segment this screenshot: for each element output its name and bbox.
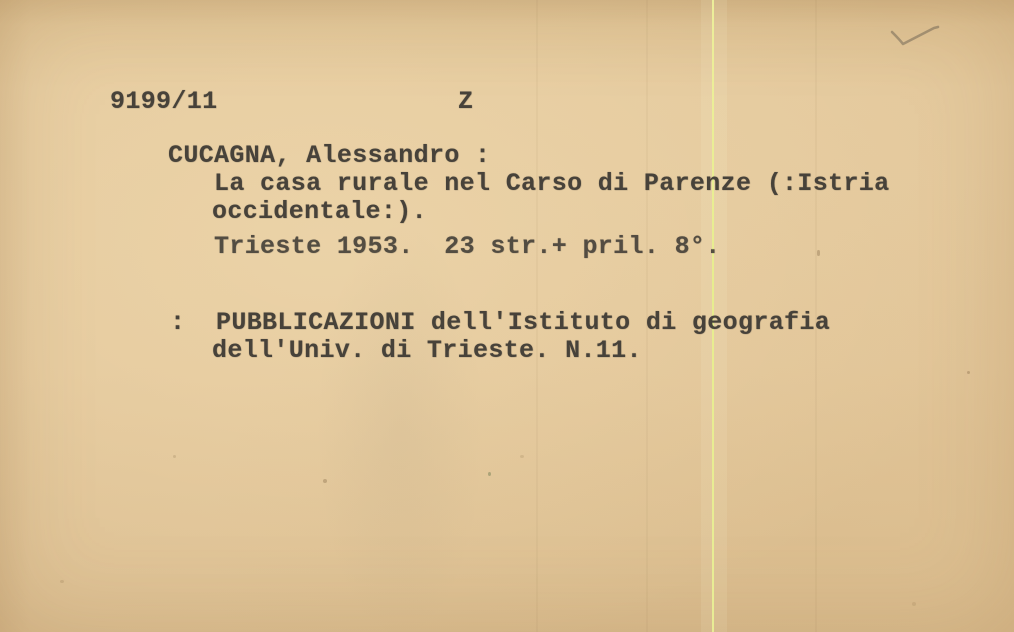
paper-speck xyxy=(912,602,916,606)
paper-speck xyxy=(967,371,970,374)
author-heading: CUCAGNA, Alessandro : xyxy=(168,141,491,170)
paper-speck xyxy=(817,250,820,256)
series-line: dell'Univ. di Trieste. N.11. xyxy=(212,336,642,365)
imprint-line: Trieste 1953. 23 str.+ pril. 8°. xyxy=(214,232,721,261)
paper-speck xyxy=(173,455,176,458)
paper-speck xyxy=(323,479,327,483)
series-marker: : xyxy=(170,308,186,337)
series-line: PUBBLICAZIONI dell'Istituto di geografia xyxy=(216,308,831,337)
paper-speck xyxy=(488,472,491,476)
pencil-checkmark-icon xyxy=(888,24,942,52)
title-line: occidentale:). xyxy=(212,197,427,226)
call-number: 9199/11 xyxy=(110,87,218,116)
paper-speck xyxy=(520,455,524,458)
title-line: La casa rurale nel Carso di Parenze (:Istria xyxy=(214,169,890,198)
section-letter: Z xyxy=(458,87,474,116)
paper-speck xyxy=(60,580,64,583)
